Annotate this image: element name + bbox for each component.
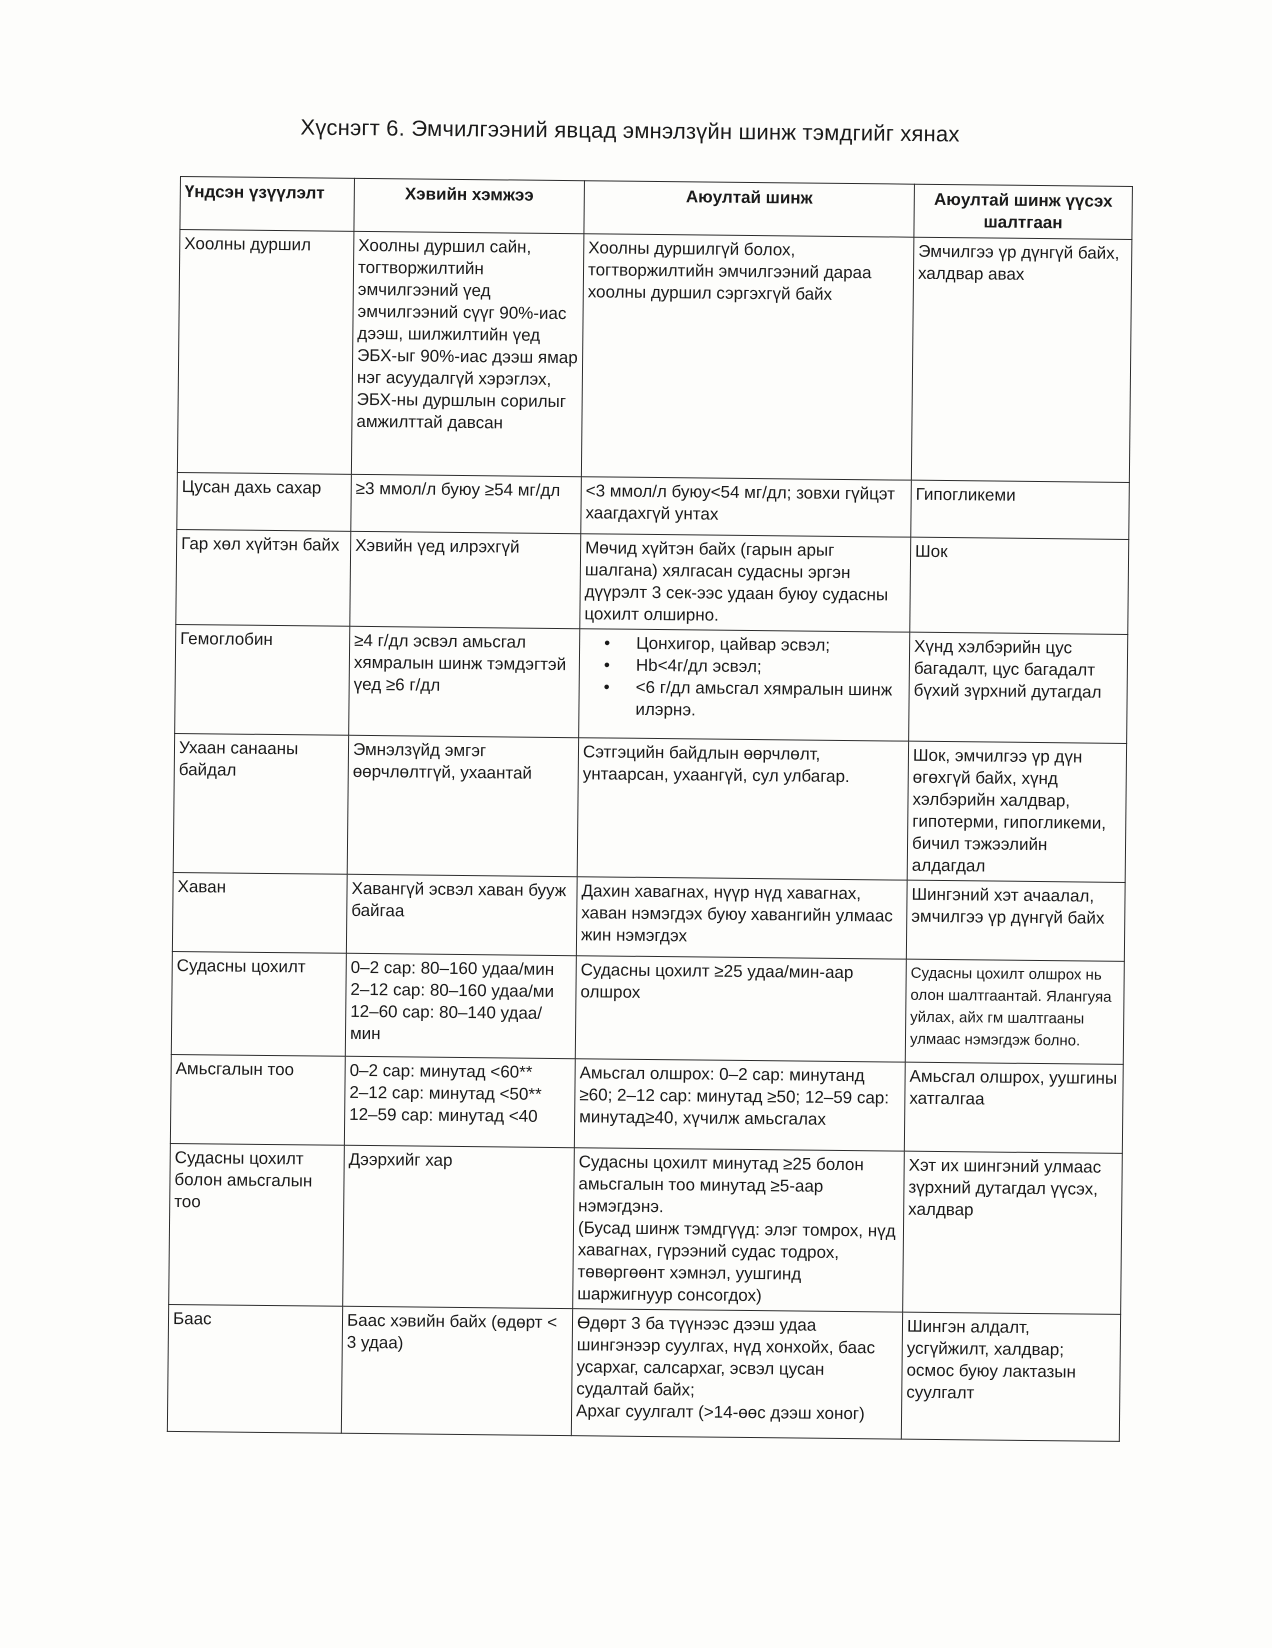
header-danger: Аюултай шинж: [584, 181, 915, 237]
cell-indicator: Амьсгалын тоо: [170, 1054, 345, 1145]
cell-indicator: Хаван: [172, 872, 347, 953]
cell-cause: Гипогликеми: [911, 480, 1130, 539]
table-row: [176, 529, 1129, 634]
cell-normal: Хэвийн үед илрэхгүй: [350, 531, 581, 628]
danger-bullet-list: [583, 632, 905, 723]
danger-extra-text: Архаг суулгалт (>14-өөс дээш хоног): [575, 1401, 865, 1424]
cell-cause: Судасны цохилт олшрох нь олон шалтгаантай. Ялангуяа уйлах, айх гм шалтгааны улмаас нэмэгдэж болно.: [905, 959, 1124, 1064]
table-row: [171, 951, 1124, 1064]
list-item: • Цонхигор, цайвар эсвэл;: [590, 632, 905, 657]
cell-normal: Эмнэлзүйд эмгэг өөрчлөлтгүй, ухаантай: [347, 735, 578, 876]
danger-extra-text: (Бусад шинж тэмдгүүд: элэг томрох, нүд хавагнах, гүрээний судас тодрох, төвөргөөнт хэмнэл, уушгинд шаржигнуур сонсогдох): [577, 1218, 896, 1306]
cell-indicator: Судасны цохилт: [171, 951, 346, 1056]
cell-cause: Амьсгал олшрох, уушгины хатгалгаа: [904, 1062, 1123, 1153]
cell-normal: [344, 1056, 575, 1147]
cell-cause: Шок: [910, 537, 1129, 634]
header-normal: Хэвийн хэмжээ: [354, 178, 585, 233]
table-row: [173, 733, 1126, 882]
cell-cause: Шингэн алдалт, усгүйжилт, халдвар; осмос буюу лактазын суулгалт: [901, 1312, 1120, 1441]
danger-text: Судасны цохилт минутад ≥25 болон амьсгалын тоо минутад ≥5-аар нэмэгдэнэ.: [578, 1152, 864, 1217]
cell-danger: [571, 1309, 902, 1439]
cell-danger: <3 ммол/л буюу<54 мг/дл; зовхи гүйцэт хаагдахгүй унтах: [581, 477, 912, 537]
cell-indicator: Гар хөл хүйтэн байх: [176, 529, 351, 626]
list-item: • Hb<4г/дл эсвэл;: [590, 654, 905, 679]
list-item: • <6 г/дл амьсгал хямралын шинж илэрнэ.: [589, 676, 904, 723]
cell-indicator: Судасны цохилт болон амьсгалын тоо: [169, 1143, 345, 1306]
cell-danger: [573, 1148, 905, 1312]
cell-normal: Баас хэвийн байх (өдөрт < 3 удаа): [341, 1306, 572, 1435]
monitoring-table: [167, 176, 1133, 1442]
normal-line: 12–59 сар: минутад <40: [349, 1104, 538, 1126]
cell-danger: Мөчид хүйтэн байх (гарын арыг шалгана) хялгасан судасны эргэн дүүрэлт 3 сек-ээс удаан буюу судасны цохилт олширно.: [580, 534, 911, 632]
danger-text: Өдөрт 3 ба түүнээс дээш удаа шингэнээр суулгах, нүд хонхойх, баас усархаг, салсархаг, эсвэл цусан судалтай байх;: [576, 1313, 876, 1400]
normal-line: 2–12 сар: минутад <50**: [349, 1082, 542, 1104]
cell-danger: Амьсгал олшрох: 0–2 сар: минутанд ≥60; 2–12 сар: минутад ≥50; 12–59 сар: минутад≥40, хүчилж амьсгалах: [574, 1059, 905, 1151]
normal-line: 2–12 сар: 80–160 удаа/ми: [350, 979, 555, 1001]
table-row: [177, 472, 1130, 539]
cell-indicator: Баас: [167, 1304, 342, 1433]
table-container: [167, 176, 1132, 1442]
header-indicator: Үндсэн үзүүлэлт: [180, 177, 355, 232]
cell-normal: Дээрхийг хар: [343, 1145, 575, 1308]
cell-danger: Судасны цохилт ≥25 удаа/мин-аар олшрох: [575, 956, 906, 1062]
table-row: [169, 1143, 1123, 1314]
cell-normal: Хоолны дуршил сайн, тогтворжилтийн эмчилгээний үед эмчилгээний сүүг 90%-иас дээш, шилжилтийн үед ЭБХ-ыг 90%-иас дээш ямар нэг асуудалгүй хэрэглэх, ЭБХ-ны дуршлын сорилыг амжилттай давсан: [351, 231, 584, 476]
table-row: [170, 1054, 1123, 1153]
normal-line: 0–2 сар: 80–160 удаа/мин: [350, 957, 555, 979]
cell-danger: Хоолны дуршилгүй болох, тогтворжилтийн эмчилгээний дараа хоолны дуршил сэргэхгүй байх: [581, 234, 914, 480]
cell-normal: Хавангүй эсвэл хаван бууж байгаа: [346, 874, 577, 955]
cell-danger: Дахин хавагнах, нүүр нүд хавагнах, хаван нэмэгдэх буюу хавангийн улмаас жин нэмэгдэх: [576, 877, 907, 959]
table-title: Хүснэгт 6. Эмчилгээний явцад эмнэлзүйн шинж тэмдгийг хянах: [300, 114, 960, 147]
table-row: [175, 624, 1128, 743]
table-row: [167, 1304, 1120, 1441]
cell-cause: Хүнд хэлбэрийн цус багадалт, цус багадалт бүхий зүрхний дутагдал: [909, 632, 1128, 743]
table-row: [172, 872, 1125, 961]
cell-indicator: Гемоглобин: [175, 624, 350, 735]
cell-indicator: Цусан дахь сахар: [177, 472, 352, 531]
cell-indicator: Хоолны дуршил: [177, 230, 354, 475]
cell-cause: Эмчилгээ үр дүнгүй байх, халдвар авах: [911, 237, 1132, 482]
normal-line: 0–2 сар: минутад <60**: [349, 1060, 533, 1082]
cell-indicator: Ухаан санааны байдал: [173, 733, 348, 874]
normal-line: 12–60 сар: 80–140 удаа/мин: [349, 1001, 543, 1044]
header-cause: Аюултай шинж үүсэх шалтгаан: [914, 184, 1133, 239]
cell-normal: ≥3 ммол/л буюу ≥54 мг/дл: [351, 474, 582, 533]
cell-cause: Шингэний хэт ачаалал, эмчилгээ үр дүнгүй байх: [906, 880, 1125, 961]
cell-normal: ≥4 г/дл эсвэл амьсгал хямралын шинж тэмдэгтэй үед ≥6 г/дл: [349, 626, 580, 737]
cell-cause: Шок, эмчилгээ үр дүн өгөхгүй байх, хүнд хэлбэрийн халдвар, гипотерми, гипогликеми, бичил тэжээлийн алдагдал: [907, 741, 1126, 882]
cell-normal: [345, 953, 576, 1058]
cell-danger: Сэтгэцийн байдлын өөрчлөлт, унтаарсан, ухаангүй, сул улбагар.: [577, 738, 908, 880]
cell-cause: Хэт их шингэний улмаас зүрхний дутагдал үүсэх, халдвар: [903, 1151, 1123, 1314]
cell-danger: [579, 629, 910, 741]
table-row: [177, 230, 1131, 483]
